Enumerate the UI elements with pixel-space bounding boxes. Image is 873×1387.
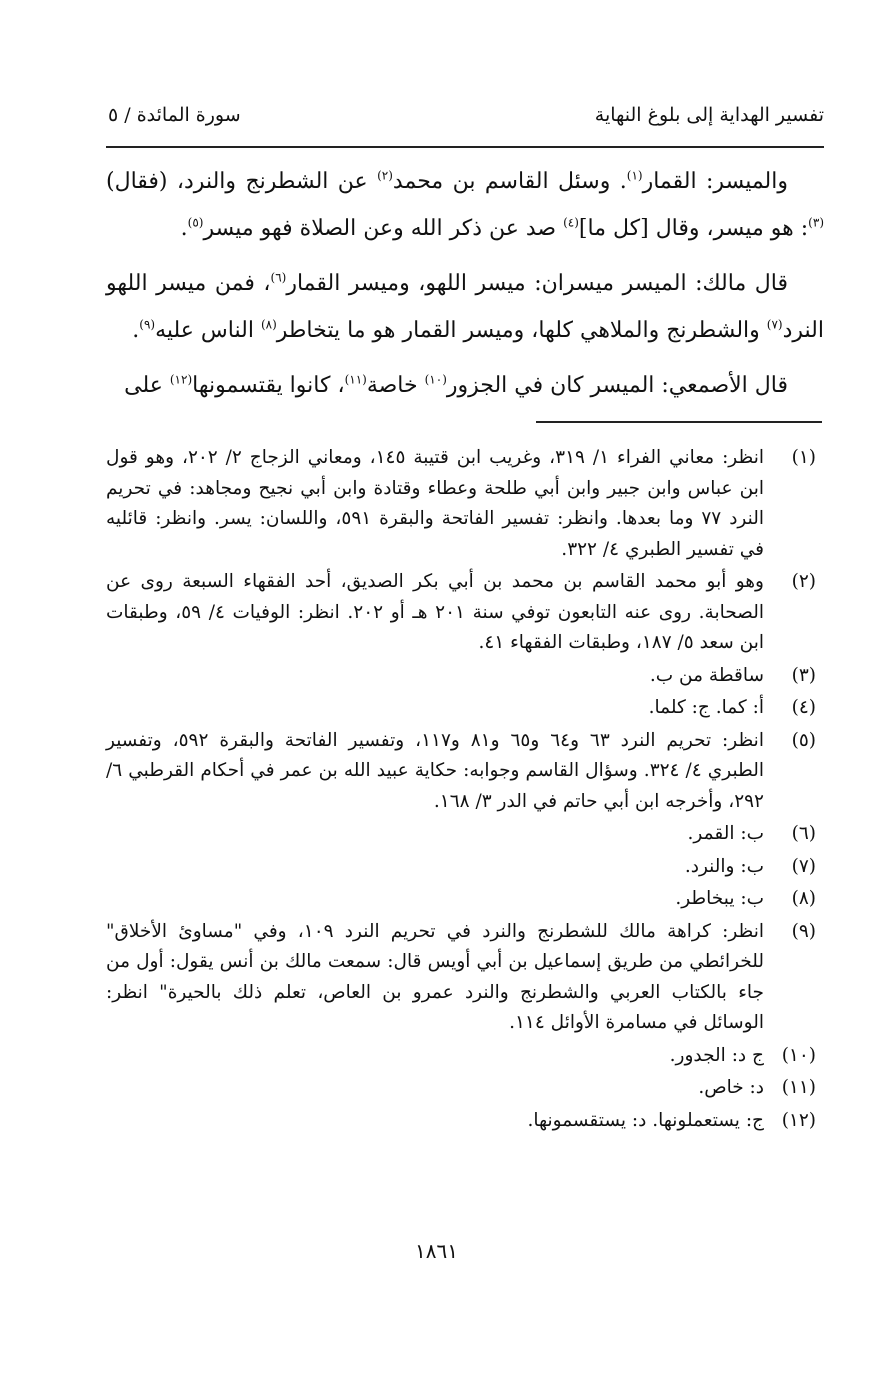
footnote-text: ج د: الجدور. [669, 1044, 764, 1066]
footnote-text: ب: القمر. [687, 823, 764, 844]
footnote-marker: (١٠) [424, 372, 447, 387]
surah-label: سورة المائدة / ٥ [108, 104, 241, 126]
footnote-text: انظر: معاني الفراء ١/ ٣١٩، وغريب ابن قتيبة ١٤٥، ومعاني الزجاج ٢/ ٢٠٢، وهو قول ابن عباس وابن جبير وابن أبي طلحة وعطاء وقتادة وابن أبي نجيح ومجاهد: في تحريم النرد ٧٧ وما بعدها. وانظر: تفسير الفاتحة والبقرة ٥٩١، واللسان: يسر. وانظر: قائليه في تفسير الطبري ٤/ ٣٢٢. [106, 447, 765, 560]
main-text [106, 158, 824, 417]
footnote-marker: (٥) [187, 215, 204, 230]
footnote-number: (٩) [791, 920, 816, 942]
paragraph [106, 260, 824, 354]
footnote-text: أ: كما. ج: كلما. [648, 697, 764, 718]
running-header [108, 96, 824, 126]
footnote [106, 567, 824, 659]
text-run: ، فمن ميسر اللهو النرد [106, 271, 824, 343]
header-rule [106, 146, 824, 148]
text-run: قال الأصمعي: الميسر كان في الجزور [446, 373, 788, 398]
book-title: تفسير الهداية إلى بلوغ النهاية [594, 104, 824, 126]
footnote-number: (٨) [791, 888, 816, 909]
footnote-marker: (١٢) [169, 372, 193, 387]
text-run: ، كانوا يقتسمونها [192, 373, 345, 398]
footnote [106, 1073, 824, 1104]
text-run: الناس عليه [155, 318, 261, 343]
footnote [106, 726, 824, 818]
footnote [106, 917, 824, 1039]
text-run: والميسر: القمار [642, 169, 788, 194]
footnote-number: (١٢) [781, 1109, 816, 1131]
page-number: ١٨٦١ [415, 1239, 458, 1263]
paragraph [106, 362, 824, 409]
text-run: قال مالك: الميسر ميسران: ميسر اللهو، وميسر القمار [286, 271, 788, 296]
footnote-marker: (٩) [139, 317, 156, 332]
text-run: . [180, 216, 188, 241]
footnote [106, 661, 824, 692]
footnote-marker: (٦) [270, 270, 287, 285]
footnotes [106, 443, 824, 1138]
footnote-number: (١٠) [781, 1044, 816, 1066]
footnote-number: (٦) [791, 823, 816, 844]
footnote-text: ب: يبخاطر. [675, 888, 764, 909]
footnote [106, 443, 824, 565]
footnote [106, 852, 824, 883]
footnote-text: ج: يستعملونها. د: يستقسمونها. [527, 1109, 764, 1131]
footnote [106, 1106, 824, 1137]
text-run: صد عن ذكر الله وعن الصلاة فهو ميسر [203, 216, 564, 241]
text-run: خاصة [366, 373, 425, 398]
footnote-text: وهو أبو محمد القاسم بن محمد بن أبي بكر الصديق، أحد الفقهاء السبعة روى عن الصحابة. روى عنه التابعون توفي سنة ٢٠١ هـ أو ٢٠٢. انظر: الوفيات ٤/ ٥٩، وطبقات ابن سعد ٥/ ١٨٧، وطبقات الفقهاء ٤١. [106, 571, 764, 653]
footnote-number: (١١) [781, 1077, 816, 1098]
footnote [106, 693, 824, 724]
footnote-marker: (١١) [344, 372, 367, 387]
footnote [106, 884, 824, 915]
footnote-marker: (٣) [808, 215, 824, 230]
footnote [106, 819, 824, 850]
text-run: والشطرنج والملاهي كلها، وميسر القمار هو ما يتخاطر [276, 318, 767, 343]
footnote-number: (٢) [791, 571, 816, 592]
footnote-number: (٣) [791, 664, 816, 686]
footnote-number: (٧) [791, 855, 816, 877]
footnote-text: انظر: كراهة مالك للشطرنج والنرد في تحريم النرد ١٠٩، وفي "مساوئ الأخلاق" للخرائطي من طريق إسماعيل بن أبي أويس قال: سمعت مالك بن أنس يقول: أول من جاء بالكتاب العربي والشطرنج والنرد عمرو بن العاص، تعلم ذلك بالحيرة" انظر: الوسائل في مسامرة الأوائل ١١٤. [106, 920, 765, 1033]
text-run: على [124, 373, 170, 398]
text-run: عن الشطرنج والنرد، (فقال) [106, 169, 378, 194]
footnote-marker: (٤) [563, 215, 579, 230]
footnote-text: ساقطة من ب. [649, 664, 764, 686]
text-run: : هو ميسر، وقال [كل ما] [578, 216, 809, 241]
footnote-marker: (٨) [260, 317, 277, 332]
footnote-number: (٥) [791, 729, 816, 751]
paragraph [106, 158, 824, 252]
footnote-text: ب: والنرد. [684, 855, 764, 877]
footnote-text: انظر: تحريم النرد ٦٣ و٦٤ و٦٥ و٨١ و١١٧، وتفسير الفاتحة والبقرة ٥٩٢، وتفسير الطبري ٤/ ٣٢٤. وسؤال القاسم وجوابه: حكاية عبيد الله بن عمر في أحكام القرطبي ٦/ ٢٩٢، وأخرجه ابن أبي حاتم في الدر ٣/ ١٦٨. [106, 729, 765, 812]
text-run: . وسئل القاسم بن محمد [392, 169, 627, 194]
footnote-marker: (٢) [377, 168, 393, 183]
footnote-text: د: خاص. [698, 1077, 764, 1098]
text-run: . [132, 318, 140, 343]
footnote-number: (٤) [791, 697, 816, 718]
footnote-marker: (١) [626, 168, 643, 183]
footnote-marker: (٧) [766, 317, 783, 332]
footnote-number: (١) [791, 447, 816, 468]
footnote [106, 1041, 824, 1072]
footnote-separator [536, 421, 822, 423]
